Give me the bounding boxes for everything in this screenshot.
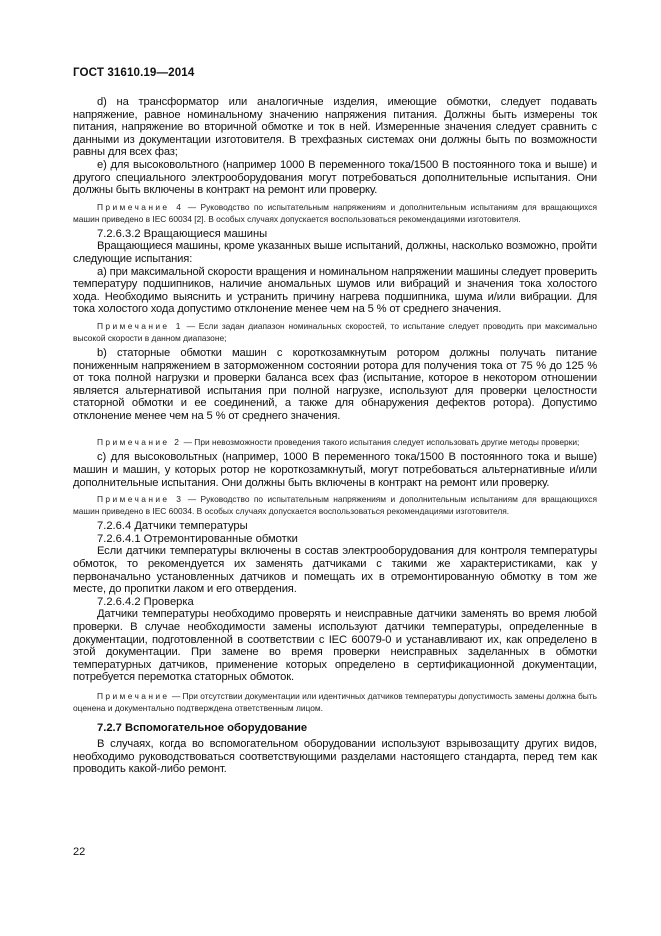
page-header: ГОСТ 31610.19—2014 [73, 66, 195, 79]
page-number: 22 [73, 846, 86, 858]
heading-repaired-windings: 7.2.6.4.1 Отремонтированные обмотки [97, 532, 298, 545]
paragraph-auxiliary: В случаях, когда во вспомогательном оборудовании используют взрывозащиту других видов, необходимо руководствоваться соответствующими разделами настоящего стандарта, перед тем как проводить какой-либо ремонт. [73, 737, 597, 776]
note-text: — Если задан диапазон номинальных скоростей, то испытание следует проводить при максимально высокой скорости в данном диапазоне; [73, 320, 597, 343]
heading-inspection: 7.2.6.4.2 Проверка [97, 595, 194, 608]
note-label: Примечание 3 [97, 494, 184, 505]
note-4 [73, 201, 597, 225]
paragraph-d: d) на трансформатор или аналогичные изделия, имеющие обмотки, следует подавать напряжение, равное номинальному значению напряжения питания. Должны быть измерены ток питания, напряжение во вторичной обмотке и ток в ней. Измеренные значения следует сравнить с данными из документации изготовителя. В трехфазных системах они должны быть по возможности равны для всех фаз; [73, 96, 597, 159]
note-2 [73, 436, 597, 448]
note-text: — При отсутствии документации или идентичных датчиков температуры допустимость замены должна быть оценена и документально подтверждена ответственным лицом. [73, 690, 597, 713]
paragraph-sensors-repaired: Если датчики температуры включены в состав электрооборудования для контроля температуры обмоток, то рекомендуется их заменять датчиками с такими же характеристиками, как у первоначально установленных датчиков и помещать их в отремонтированную обмотку в том же месте, до пропитки лаком и его отвердения. [73, 545, 597, 596]
paragraph-rotating-intro: Вращающиеся машины, кроме указанных выше испытаний, должны, насколько возможно, пройти следующие испытания: [73, 240, 597, 265]
document-body [73, 96, 597, 776]
heading-auxiliary-equipment: 7.2.7 Вспомогательное оборудование [97, 721, 308, 734]
paragraph-c: c) для высоковольтных (например, 1000 В переменного тока/1500 В постоянного тока и выше) машин и машин, у которых ротор не короткозамкнутый, могут потребоваться альтернативные и/или дополнительные испытания. Они должны быть включены в контракт на ремонт или проверку. [73, 451, 597, 489]
note-text: — Руководство по испытательным напряжениям и дополнительным испытаниям для вращающихся машин приведено в IEC 60034. В особых случаях допускается воспользоваться рекомендациями изготовителя. [73, 494, 597, 517]
note-text: — Руководство по испытательным напряжениям и дополнительным испытаниям для вращающихся машин приведено в IEC 60034 [2]. В особых случаях допускается воспользоваться рекомендациями изготовителя. [73, 201, 597, 224]
paragraph-a: a) при максимальной скорости вращения и номинальном напряжении машины следует проверить температуру подшипников, наличие аномальных шумов или вибраций и значения тока холостого хода. Необходимо выяснить и устранить причину нагрева подшипника, шума и/или вибрации. Для тока холостого хода допустимо отклонение менее чем на 5 % от среднего значения. [73, 265, 597, 316]
note-text: — При невозможности проведения такого испытания следует использовать другие методы проверки; [181, 437, 580, 448]
paragraph-b: b) статорные обмотки машин с короткозамкнутым ротором должны получать питание пониженным напряжением в заторможенном состоянии ротора для получения тока от 75 % до 125 % от тока полной нагрузки и проверки баланса всех фаз (испытание, которое в некотором отношении является альтернативой испытания при полной нагрузке, используют для проверки целостности статорной обмотки и ее соединений, а также для обнаружения дефектов ротора). Допустимо отклонение менее чем на 5 % от среднего значения. [73, 346, 597, 422]
note-3 [73, 493, 597, 517]
note-label: Примечание 2 [97, 437, 182, 448]
paragraph-sensors-inspection: Датчики температуры необходимо проверять и неисправные датчики заменять во время любой проверки. В случае необходимости замены используют датчики температуры, определенные в документации, подготовленной в соответствии с IEC 60079-0 и устанавливают их, как определено в этой документации. При замене во время проверки неисправных заделанных в обмотки температурных датчиков, применение которых определено в сертификационной документации, потребуется перемотка статорных обмоток. [73, 608, 597, 684]
heading-temperature-sensors: 7.2.6.4 Датчики температуры [97, 520, 248, 533]
paragraph-e: e) для высоковольтного (например 1000 В переменного тока/1500 В постоянного тока и выше) и другого специального электрооборудования могут потребоваться дополнительные испытания. Они должны быть включены в контракт на ремонт или проверку. [73, 158, 597, 197]
note-label: Примечание [97, 690, 170, 701]
note-unnumbered [73, 690, 597, 714]
note-1 [73, 320, 597, 344]
note-label: Примечание 4 [97, 201, 184, 212]
heading-rotating-machines: 7.2.6.3.2 Вращающиеся машины [97, 227, 268, 240]
note-label: Примечание 1 [97, 320, 183, 331]
